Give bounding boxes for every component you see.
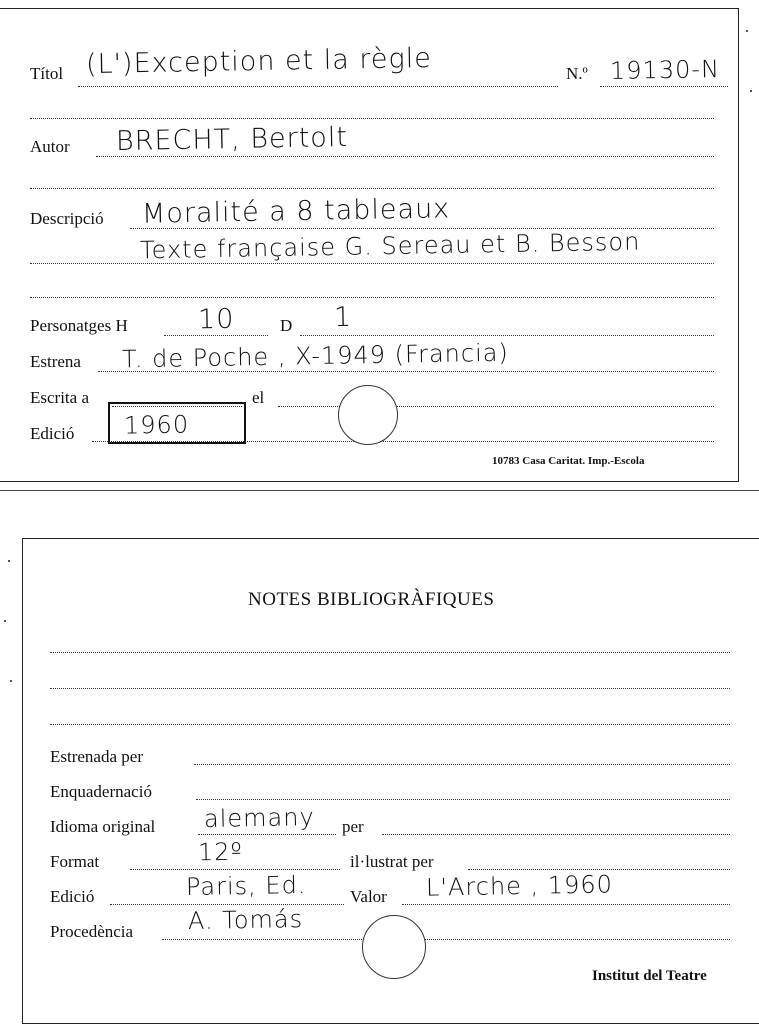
scan-speck xyxy=(746,30,748,32)
line-enquadernacio xyxy=(196,799,730,800)
label-numero: N.º xyxy=(566,64,588,83)
line-procedencia xyxy=(162,939,730,940)
line-format xyxy=(130,869,340,870)
label-autor: Autor xyxy=(30,137,70,156)
label-procedencia: Procedència xyxy=(50,922,134,941)
value-descripcio-2: Texte française G. Sereau et B. Besson xyxy=(139,227,641,265)
line-titol xyxy=(78,86,558,87)
line-descripcio-2 xyxy=(30,263,714,264)
label-escrita: Escrita a xyxy=(30,388,89,407)
label-enquadernacio: Enquadernació xyxy=(50,782,152,801)
notes-heading: NOTES BIBLIOGRÀFIQUES xyxy=(248,589,495,610)
line-h xyxy=(164,335,268,336)
line-blank-3 xyxy=(30,297,714,298)
line-numero xyxy=(600,86,728,87)
value-titol: (L')Exception et la règle xyxy=(85,42,433,81)
line-d xyxy=(300,335,714,336)
label-d: D xyxy=(280,316,293,335)
line-edicio-2 xyxy=(110,904,344,905)
scan-speck xyxy=(4,620,6,622)
value-autor: BRECHT, Bertolt xyxy=(115,121,349,158)
line-notes-3 xyxy=(50,724,730,725)
label-personatges: Personatges H xyxy=(30,316,128,335)
value-edicio-2: Paris, Ed. xyxy=(185,870,307,902)
line-estrenada xyxy=(194,764,730,765)
line-per xyxy=(382,834,730,835)
label-edicio-2: Edició xyxy=(50,887,95,906)
printer-imprint: 10783 Casa Caritat. Imp.-Escola xyxy=(492,455,645,467)
scan-speck xyxy=(10,680,12,682)
label-estrenada: Estrenada per xyxy=(50,747,143,766)
line-blank-2 xyxy=(30,188,714,189)
value-descripcio-1: Moralité a 8 tableaux xyxy=(141,193,451,230)
line-blank-1 xyxy=(30,118,714,119)
value-valor: L'Arche , 1960 xyxy=(425,870,614,902)
line-valor xyxy=(402,904,730,905)
scan-speck xyxy=(8,560,10,562)
value-numero: 19130-N xyxy=(609,55,721,85)
line-idioma xyxy=(198,834,336,835)
institution-footer: Institut del Teatre xyxy=(592,968,707,984)
label-descripcio: Descripció xyxy=(30,209,104,228)
line-autor xyxy=(96,156,714,157)
label-titol: Títol xyxy=(30,64,64,83)
punch-hole-2 xyxy=(362,915,426,979)
value-h: 10 xyxy=(197,303,235,336)
line-notes-1 xyxy=(50,652,730,653)
value-edicio: 1960 xyxy=(123,410,190,440)
punch-hole xyxy=(338,385,398,445)
value-estrena: T. de Poche , X-1949 (Francia) xyxy=(121,338,510,374)
value-idioma: alemany xyxy=(203,803,315,833)
label-illustrat: il·lustrat per xyxy=(350,852,434,871)
card-separator xyxy=(0,490,759,491)
label-per: per xyxy=(342,817,364,836)
label-idioma: Idioma original xyxy=(50,817,156,836)
value-procedencia: A. Tomás xyxy=(187,904,304,936)
value-format: 12º xyxy=(197,837,244,867)
scan-speck xyxy=(750,90,752,92)
label-el: el xyxy=(252,388,265,407)
label-valor: Valor xyxy=(350,887,387,906)
label-format: Format xyxy=(50,852,100,871)
line-notes-2 xyxy=(50,688,730,689)
label-edicio: Edició xyxy=(30,424,75,443)
value-d: 1 xyxy=(333,301,353,334)
label-estrena: Estrena xyxy=(30,352,81,371)
